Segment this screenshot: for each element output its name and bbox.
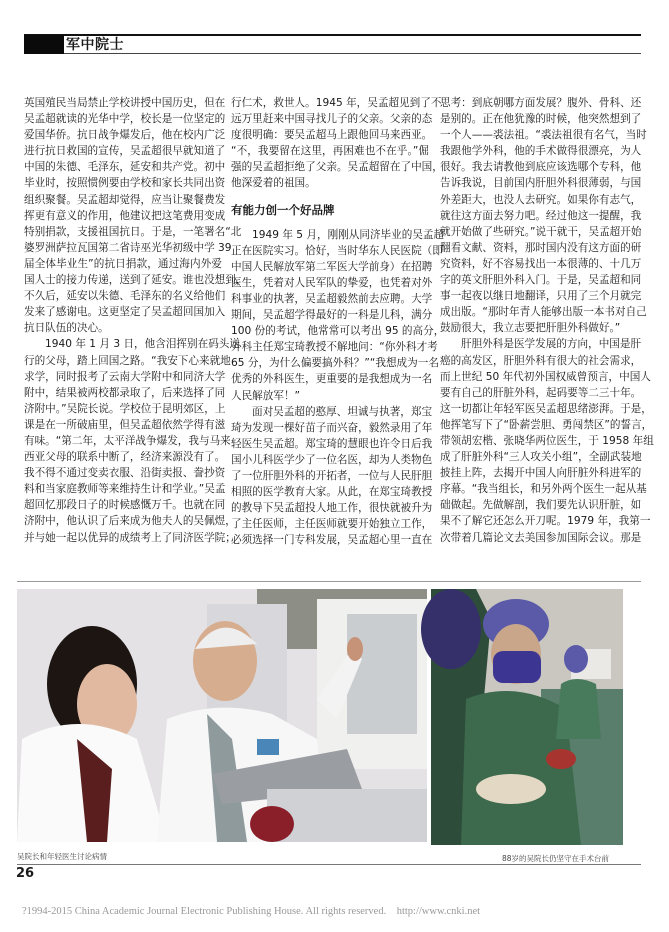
text-line: 带领胡宏楷、张晓华两位医生，于 1958 年组 [440,434,654,447]
header-underline [64,53,641,54]
text-line: 优秀的外科医生，更重要的是我想成为一名 [231,373,433,386]
text-line: 成出版。“那时年青人能够出版一本书对自己 [440,306,647,319]
text-line: 医生，凭着对人民军队的挚爱，也凭着对外 [231,276,433,289]
text-line: 组织聚餐。吴孟超却觉得，应当让聚餐费发 [24,193,226,206]
text-line: 字的英文肝胆外科入门。于是，吴孟超和同 [440,274,642,287]
text-line: 础做起。先做解剖，我们要先认识肝脏，如 [440,499,642,512]
text-line: 就往这方面去努力吧。经过他这一提醒，我 [440,209,642,222]
text-line: 国人士的接力传递，送到了延安。谁也没想到， [24,274,247,287]
text-line: 面对吴孟超的憨厚、坦诚与执著，郑宝 [252,405,433,418]
text-line: 不久后，延安以朱德、毛泽东的名义给他们 [24,290,226,303]
text-line: 序幕。“我当组长，和另外两个医生一起从基 [440,483,647,496]
text-line: 远万里赶来中国寻找儿子的父亲。父亲的态 [231,113,433,126]
text-line: 这一切都让年轻军医吴孟超思绪澎湃。于是， [440,402,652,415]
text-line: 披挂上阵，去揭开中国人向肝脏外科进军的 [440,467,642,480]
text-line: 英国殖民当局禁止学校讲授中国历史，但在 [24,97,226,109]
text-line: 抗日队伍的决心。 [24,322,109,335]
text-line: 爱国华侨。抗日战争爆发后，他在校内广泛 [24,129,226,142]
text-line: 而上世纪 50 年代初外国权威曾预言，中国人 [440,370,651,383]
text-line: 的教导下吴孟超投人地工作，很快就被升为 [231,502,433,515]
text-line: 特别捐款，支援祖国抗日。于是，一笔署名“北 [24,225,242,238]
photo-doctors-discussion [17,589,427,842]
text-column-3 [440,95,654,546]
photo-caption-right: 88岁的吴院长仍坚守在手术台前 [502,854,610,863]
text-line: 附中，结果被两校都录取了，后来选择了同 [24,386,226,399]
text-line: 行的父母，踏上回国之路。“我安下心来就地 [24,354,231,367]
paragraph [231,227,445,404]
text-line: 正在医院实习。恰好，当时华东人民医院（即 [231,244,443,257]
section-heading: 有能力创一个好品牌 [231,202,335,217]
text-line: 人民解放军！” [231,389,301,402]
paragraph [440,336,654,545]
text-line: 65 分，为什么偏要搞外科？”“我想成为一名 [231,357,439,370]
text-line: 翻看文献、资料，那时国内没有这方面的研 [440,241,642,254]
text-line: 毕业时，按照惯例要由学校和家长共同出资 [24,177,226,190]
text-line: 外差距大，也没人去研究。如果你有志气， [440,193,642,206]
text-line: 课是在一所破庙里，但吴孟超依然学得有滋 [24,418,226,431]
text-line: 琦为发现一棵好苗子而兴奋，毅然录用了年 [231,421,433,434]
text-line: 西亚父母的联系中断了，经济来源没有了。 [24,451,226,464]
photo-caption-left: 吴院长和年轻医生讨论病情 [17,852,107,861]
text-line: 一个人——裘法祖。“裘法祖很有名气，当时 [440,129,647,142]
section-title: 军中院士 [66,37,124,53]
text-line: 思考：到底朝哪方面发展？腹外、骨科、还 [440,97,642,109]
text-line: 鼓励很大，我立志要把肝胆外科做好。” [440,322,621,335]
text-line: 外科主任郑宝琦教授不解地问：“你外科才考 [231,341,438,354]
text-line: 挥更有意义的作用，他建议把这笔费用变成 [24,209,226,222]
header-block [24,35,64,54]
text-line: 了主任医师，主任医师就要开始独立工作， [231,518,433,531]
text-line: 吴孟超就读的光华中学，校长是一位坚定的 [24,113,226,126]
text-line: 我不得不通过变卖衣服、沿街卖报、誊抄资 [24,467,226,480]
text-line: 我跟他学外科，他的手术做得很漂亮，为人 [440,145,642,158]
text-line: 肝胆外科是医学发展的方向，中国是肝 [461,338,642,351]
text-line: 料和当家庭教师等来维持生计和学业。”吴孟 [24,483,226,496]
text-line: 是别的。正在他犹豫的时候，他突然想到了 [440,113,642,126]
text-line: 有味。“第二年，太平洋战争爆发，我与马来 [24,434,231,447]
text-line: 强的吴孟超拒绝了父亲。吴孟超留在了中国， [231,161,443,174]
paragraph [24,95,247,336]
text-line: 期间，吴孟超学得最好的一科是儿科，满分 [231,309,433,322]
header-rule [24,34,641,36]
text-line: 中国的朱德、毛泽东，延安和共产党。初中 [24,161,226,174]
text-line: 果不了解它还怎么开刀呢。1979 年，我第一 [440,515,651,528]
footer-rule [17,864,641,865]
text-line: 超回忆那段日子的时候感慨万千。也就在同 [24,499,226,512]
text-line: 癌的高发区，肝胆外科有很大的社会需求， [440,354,642,367]
text-line: 轻医生吴孟超。郑宝琦的慧眼也许令日后我 [231,437,433,450]
paragraph [231,404,433,549]
text-line: 他深爱着的祖国。 [231,177,316,190]
paragraph [24,336,240,545]
text-line: 济附中。”吴院长说。学校位于昆明郊区，上 [24,402,226,415]
text-line: 1949 年 5 月，刚刚从同济毕业的吴孟超 [252,228,445,241]
text-line: 相照的医学教育大家。从此，在郑宝琦教授 [231,486,433,499]
text-line: 他挥笔写下了“卧薪尝胆、勇闯禁区”的誓言， [440,418,653,431]
text-line: 告诉我说，目前国内肝胆外科很薄弱，与国 [440,177,642,190]
text-line: 济附中，他认识了后来成为他夫人的吴佩煜， [24,515,236,528]
text-column-2 [231,95,445,548]
copyright-footer: ?1994-2015 China Academic Journal Electronic Publishing House. All rights reserved. http://www.cnki.net [22,906,481,917]
text-line: 行仁术，救世人。1945 年，吴孟超见到了不 [231,97,442,109]
text-line: 求学，同时报考了云南大学附中和同济大学 [24,370,226,383]
text-line: 发来了感谢电。这更坚定了吴孟超回国加入 [24,306,226,319]
text-line: 要有自己的肝脏外科，起码要等二三十年。 [440,386,642,399]
text-line: 中国人民解放军第二军医大学前身）在招聘 [231,260,433,273]
text-line: 科事业的执著，吴孟超毅然前去应聘。大学 [231,292,433,305]
text-line: 事一起夜以继日地翻译，只用了三个月就完 [440,290,642,303]
text-line: 国小儿科医学少了一位名医，却为人类物色 [231,453,433,466]
text-line: 婆罗洲萨拉瓦国第二省诗巫光华初级中学 39 [24,241,232,254]
paragraph [231,95,443,192]
text-line: 届全体毕业生”的抗日捐款，通过海内外爱 [24,257,222,270]
text-column-1 [24,95,247,546]
text-line: 度很明确：要吴孟超马上跟他回马来西亚。 [231,129,433,142]
page-number: 26 [16,866,35,881]
text-line: 次带着几篇论文去美国参加国际会议。那是 [440,531,642,544]
text-line: 并与她一起以优异的成绩考上了同济医学院； [24,531,236,544]
text-line: 100 份的考试，他常常可以考出 95 的高分， [231,325,445,338]
paragraph [440,95,647,336]
text-line: 很好。我去请教他到底应该选哪个专科，他 [440,161,642,174]
text-line: 进行抗日救国的宣传，吴孟超很早就知道了 [24,145,226,158]
text-line: 必须选择一门专科发展，吴孟超心里一直在 [231,534,433,547]
photo-divider [17,581,641,582]
text-line: 了一位肝胆外科的开拓者，一位与人民肝胆 [231,469,433,482]
text-line: “不，我要留在这里，再困难也不在乎。”倔 [231,145,429,158]
text-line: 就开始做了些研究。”说干就干，吴孟超开始 [440,225,642,238]
text-line: 究资料，好不容易找出一本很薄的、十几万 [440,257,642,270]
text-line: 1940 年 1 月 3 日，他含泪挥别在码头送 [45,338,240,351]
photo-surgery [431,589,623,845]
text-line: 成了肝脏外科“三人攻关小组”，全副武装地 [440,451,642,464]
